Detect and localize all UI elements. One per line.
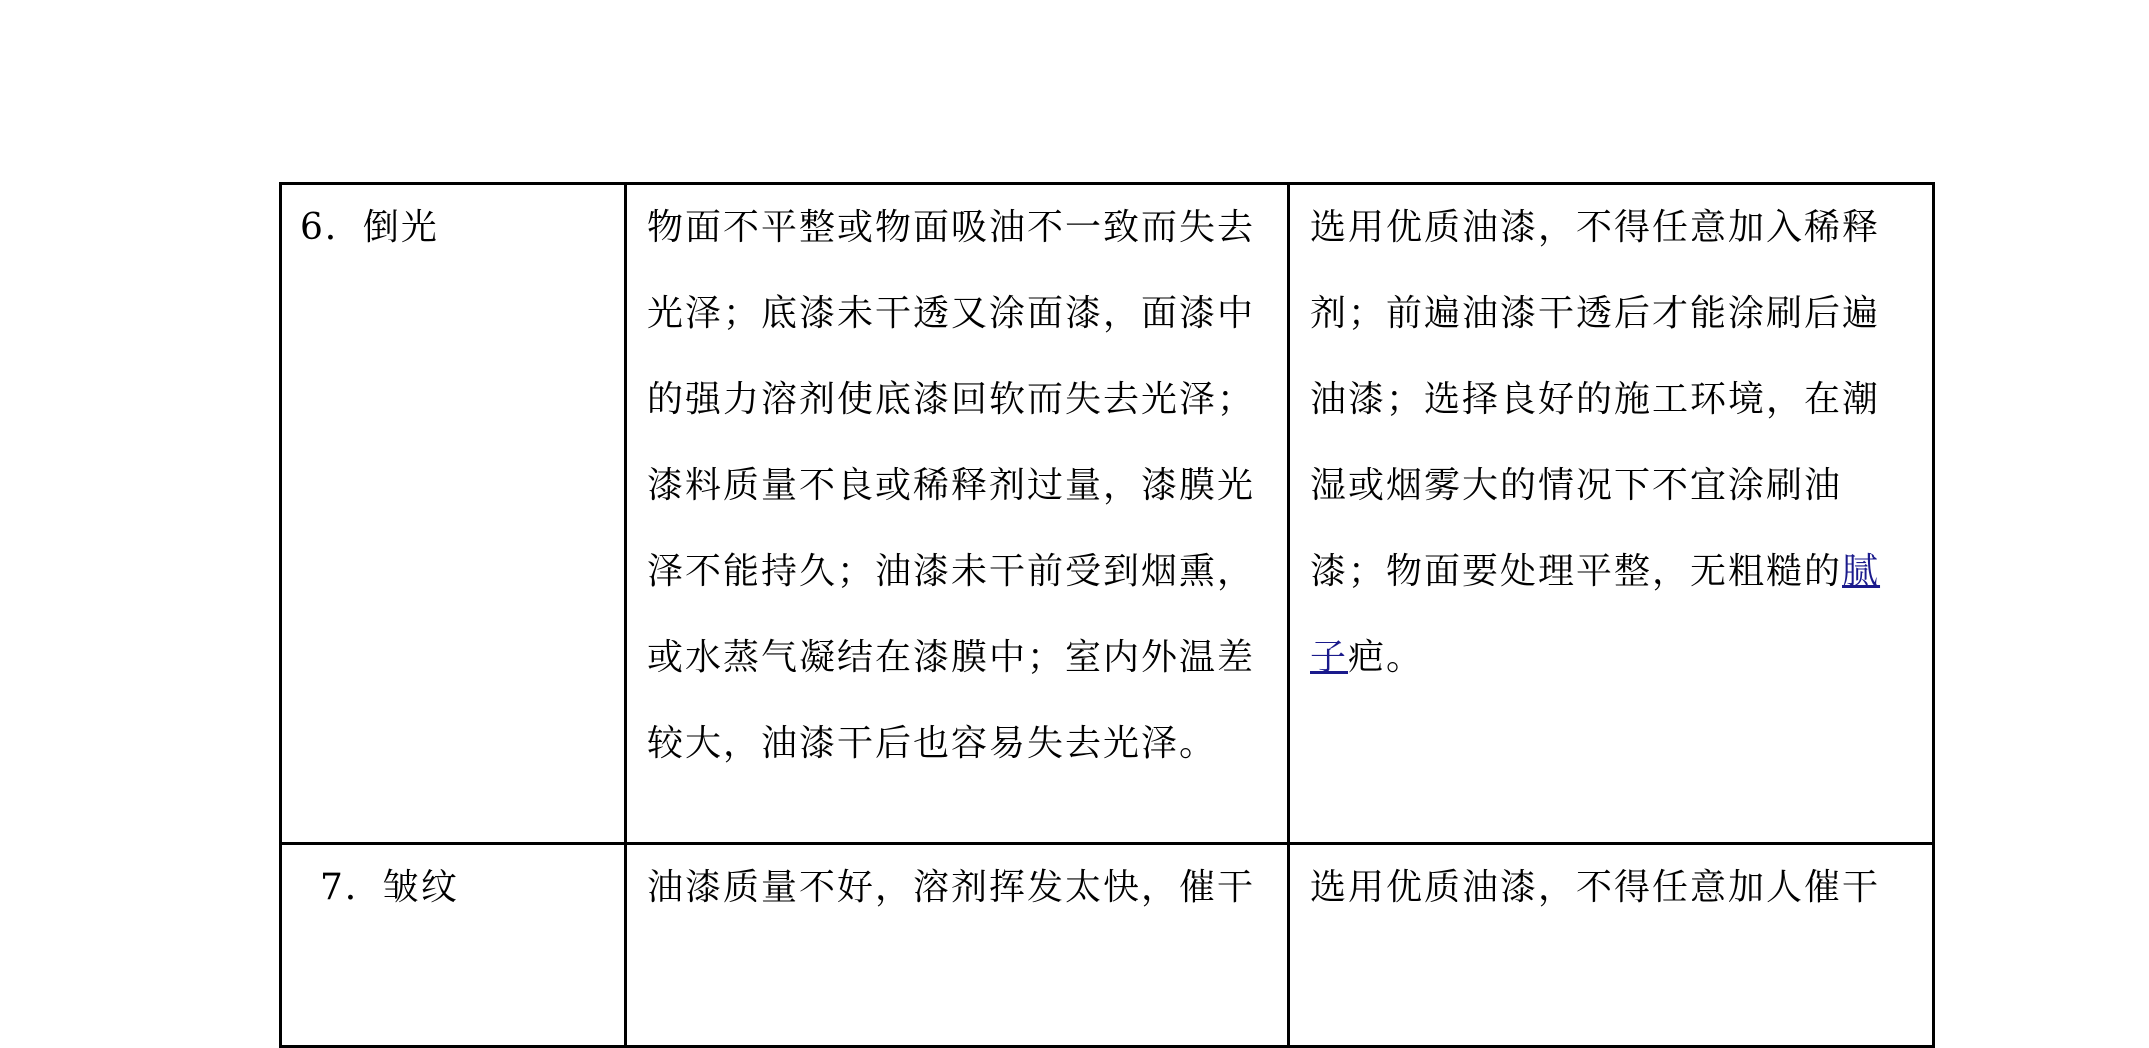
defect-name: 6．倒光 (300, 207, 439, 248)
remedy-cell (1289, 184, 1934, 844)
defects-table (279, 182, 1935, 1048)
remedy-text: 选用优质油漆，不得任意加入稀释剂；前遍油漆干透后才能涂刷后遍油漆；选择良好的施工环境，在潮湿或烟雾大的情况下不宜涂刷油漆；物面要处理平整，无粗糙的 (1310, 207, 1881, 592)
table-row (281, 184, 1934, 844)
cause-text: 油漆质量不好，溶剂挥发太快，催干 (647, 867, 1256, 908)
remedy-cell (1289, 844, 1934, 1047)
cause-cell (626, 844, 1289, 1047)
remedy-text-end: 疤。 (1348, 637, 1425, 678)
cause-text: 物面不平整或物面吸油不一致而失去光泽；底漆未干透又涂面漆，面漆中的强力溶剂使底漆回软而失去光泽；漆料质量不良或稀释剂过量，漆膜光泽不能持久；油漆未干前受到烟熏，或水蒸气凝结在漆膜中；室内外温差较大，油漆干后也容易失去光泽。 (647, 207, 1256, 764)
defect-name-cell (281, 844, 626, 1047)
table-row (281, 844, 1934, 1047)
remedy-text: 选用优质油漆，不得任意加人催干 (1310, 867, 1881, 908)
cause-cell (626, 184, 1289, 844)
putty-link[interactable]: 腻子 (1310, 551, 1881, 678)
defect-name: 7．皱纹 (320, 867, 459, 908)
defect-name-cell (281, 184, 626, 844)
